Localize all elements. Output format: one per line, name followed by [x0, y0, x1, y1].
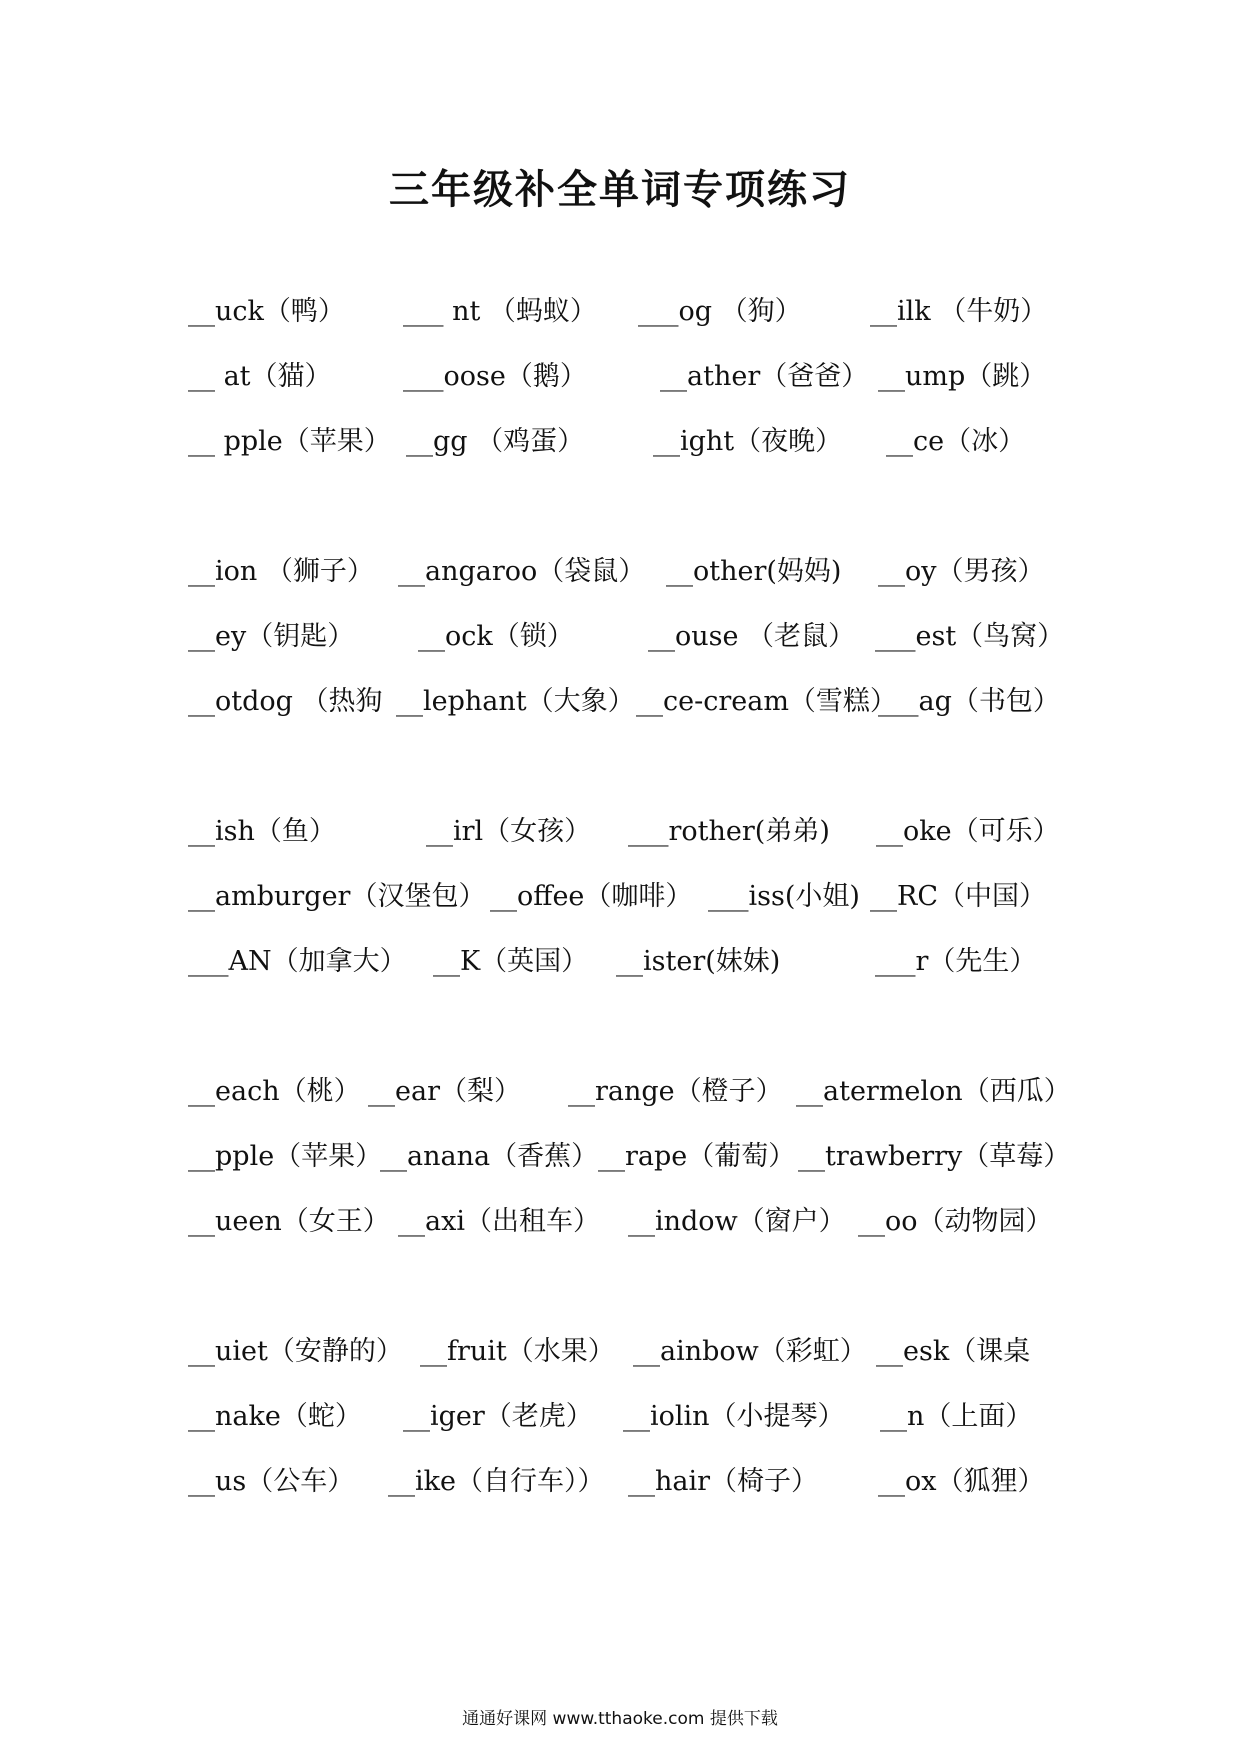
word-item: __ike（自行车）） [388, 1466, 605, 1497]
word-item: __ pple（苹果） [188, 426, 391, 457]
exercise-row [188, 1330, 1068, 1374]
word-item: __offee（咖啡） [490, 881, 693, 912]
word-item: __irl（女孩） [426, 816, 592, 847]
word-item: ___r（先生） [875, 946, 1037, 977]
exercise-row [188, 1460, 1068, 1504]
word-item: __ce（冰） [886, 426, 1026, 457]
word-item: __ion （狮子） [188, 556, 374, 587]
word-item: __oo（动物园） [858, 1206, 1053, 1237]
word-item: __angaroo（袋鼠） [398, 556, 646, 587]
word-item: __ear（梨） [368, 1076, 521, 1107]
word-item: ___ag（书包） [878, 686, 1060, 717]
exercise-row [188, 875, 1068, 919]
exercise-row [188, 615, 1068, 659]
exercise-row [188, 550, 1068, 594]
word-item: __uck（鸭） [188, 296, 345, 327]
word-item: __oy（男孩） [878, 556, 1045, 587]
word-item: __anana（香蕉） [380, 1141, 599, 1172]
word-item: __trawberry（草莓） [798, 1141, 1071, 1172]
page-footer: 通通好课网 www.tthaoke.com 提供下载 [462, 1709, 778, 1729]
word-item: __other(妈妈) [666, 556, 842, 587]
word-item: __axi（出租车） [398, 1206, 600, 1237]
word-item: __each（桃） [188, 1076, 361, 1107]
word-item: __ueen（女王） [188, 1206, 390, 1237]
exercise-row [188, 1395, 1068, 1439]
word-item: __ather（爸爸） [660, 361, 869, 392]
word-item: __hair（椅子） [628, 1466, 819, 1497]
word-item: __ce-cream（雪糕） [636, 686, 897, 717]
exercise-row [188, 680, 1068, 724]
word-item: __amburger（汉堡包） [188, 881, 486, 912]
exercise-row [188, 1070, 1071, 1114]
word-item: __ister(妹妹) [616, 946, 781, 977]
page-title: 三年级补全单词专项练习 [389, 167, 851, 213]
exercise-row [188, 1200, 1068, 1244]
word-item: ___AN（加拿大） [188, 946, 407, 977]
word-item: __gg （鸡蛋） [406, 426, 585, 457]
exercise-row [188, 1135, 1071, 1179]
word-item: __ish（鱼） [188, 816, 336, 847]
word-item: __fruit（水果） [420, 1336, 615, 1367]
word-item: __otdog （热狗 [188, 686, 383, 717]
word-item: __ouse （老鼠） [648, 621, 856, 652]
exercise-row [188, 290, 1068, 334]
exercise-row [188, 810, 1068, 854]
exercise-row [188, 355, 1068, 399]
word-item: ___iss(小姐) [708, 881, 860, 912]
word-item: __atermelon（西瓜） [796, 1076, 1071, 1107]
word-item: ___og （狗） [638, 296, 802, 327]
word-item: ___oose（鹅） [403, 361, 587, 392]
word-item: __rape（葡萄） [598, 1141, 796, 1172]
word-item: __iger（老虎） [403, 1401, 593, 1432]
word-item: __ainbow（彩虹） [633, 1336, 867, 1367]
word-item: __ock（锁） [418, 621, 574, 652]
word-item: __K（英国） [433, 946, 589, 977]
word-item: __us（公车） [188, 1466, 355, 1497]
word-item: ___ nt （蚂蚁） [403, 296, 597, 327]
word-item: __ump（跳） [878, 361, 1047, 392]
word-item: __range（橙子） [568, 1076, 783, 1107]
word-item: ___est（鸟窝） [875, 621, 1065, 652]
word-item: __n（上面） [880, 1401, 1033, 1432]
word-item: __iolin（小提琴） [623, 1401, 845, 1432]
word-item: __ox（狐狸） [878, 1466, 1045, 1497]
word-item: ___rother(弟弟) [628, 816, 830, 847]
word-item: __ight（夜晚） [653, 426, 843, 457]
word-item: __pple（苹果） [188, 1141, 383, 1172]
exercise-row [188, 420, 1068, 464]
word-item: __uiet（安静的） [188, 1336, 403, 1367]
word-item: __nake（蛇） [188, 1401, 362, 1432]
word-item: __lephant（大象） [396, 686, 635, 717]
word-item: __esk（课桌 [876, 1336, 1031, 1367]
word-item: __indow（窗户） [628, 1206, 846, 1237]
word-item: __ey（钥匙） [188, 621, 355, 652]
exercise-row [188, 940, 1068, 984]
word-item: __RC（中国） [870, 881, 1046, 912]
word-item: __oke（可乐） [876, 816, 1060, 847]
word-item: __ilk （牛奶） [870, 296, 1048, 327]
word-item: __ at（猫） [188, 361, 332, 392]
